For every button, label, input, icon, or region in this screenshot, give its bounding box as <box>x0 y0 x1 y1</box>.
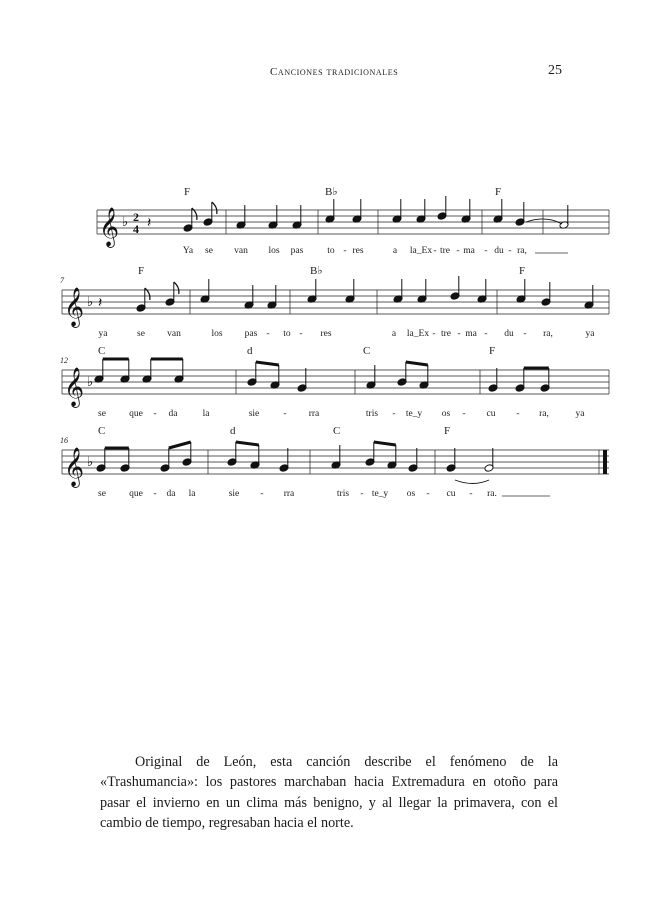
lyric-syllable: da <box>168 409 178 419</box>
flat-key-icon: ♭ <box>122 214 129 229</box>
flat-key-icon: ♭ <box>87 294 94 309</box>
lyric-syllable: la_Ex <box>406 329 430 339</box>
lyric-syllable: - <box>283 409 287 419</box>
lyric-syllable: cu <box>446 489 456 499</box>
note-beam <box>169 442 191 448</box>
lyric-syllable: pas <box>244 329 258 339</box>
staff-system-1 <box>97 210 609 234</box>
lyric-syllable: a <box>392 246 398 256</box>
chord-symbol: d <box>230 425 236 437</box>
lyric-syllable: - <box>516 409 520 419</box>
chord-symbol: F <box>495 186 502 198</box>
commentary-paragraph: Original de León, esta canción describe el fenómeno de la «Trashumancia»: los pastores marchaban hacia Extremadura en otoño para pasar el invierno en un clima más benigno, y al llegar la primavera, con el cambio de tiempo, regresaban hacia el norte. <box>100 754 558 832</box>
lyric-syllable: da <box>166 489 176 499</box>
lyric-syllable: se <box>98 409 106 419</box>
chord-symbol: d <box>247 345 253 357</box>
lyric-syllable: to <box>327 246 335 256</box>
lyric-syllable: du <box>504 329 514 339</box>
lyric-syllable: sie <box>228 489 240 499</box>
lyric-syllable: ma <box>463 246 475 256</box>
lyric-syllable: van <box>234 246 248 256</box>
lyric-syllable: - <box>260 489 264 499</box>
note-flag <box>174 282 179 294</box>
lyric-syllable: tris <box>336 489 350 499</box>
measure-number: 16 <box>60 436 68 445</box>
chord-symbol: F <box>444 425 451 437</box>
lyric-syllable: que <box>129 409 143 419</box>
lyric-syllable: la <box>188 489 196 499</box>
lyric-syllable: los <box>211 329 223 339</box>
lyric-syllable: - <box>299 329 303 339</box>
lyric-syllable: res <box>320 329 332 339</box>
lyric-syllable: to <box>283 329 291 339</box>
lyric-syllable: os <box>406 489 416 499</box>
lyric-syllable: ya <box>585 329 595 339</box>
lyric-syllable: rra <box>308 409 320 419</box>
note-beam <box>374 442 396 445</box>
page-number: 25 <box>548 63 562 78</box>
lyric-syllable: ya <box>575 409 585 419</box>
chord-symbol: C <box>98 345 106 357</box>
lyric-syllable: que <box>129 489 143 499</box>
lyric-syllable: - <box>360 489 364 499</box>
measure-number: 12 <box>60 356 68 365</box>
music-score <box>0 170 650 510</box>
lyric-syllable: tre <box>439 246 451 256</box>
lyric-syllable: tris <box>365 409 379 419</box>
lyric-syllable: os <box>441 409 451 419</box>
lyric-syllable: ya <box>98 329 108 339</box>
lyric-syllable: - <box>392 409 396 419</box>
lyric-syllable: - <box>266 329 270 339</box>
lyric-syllable: sie <box>248 409 260 419</box>
lyric-syllable: ra. <box>487 489 497 499</box>
lyric-syllable: rra <box>283 489 295 499</box>
lyric-syllable: - <box>462 409 466 419</box>
lyric-syllable: la_Ex <box>409 246 433 256</box>
lyric-syllable: se <box>137 329 145 339</box>
lyric-syllable: res <box>352 246 364 256</box>
flat-key-icon: ♭ <box>87 374 94 389</box>
lyric-syllable: - <box>484 329 488 339</box>
lyric-syllable: se <box>98 489 106 499</box>
lyric-syllable: te_y <box>371 489 389 499</box>
note-beam <box>256 362 279 365</box>
lyric-syllable: - <box>432 329 436 339</box>
lyric-syllable: - <box>153 409 157 419</box>
treble-clef-icon: 𝄞 <box>64 369 85 406</box>
chord-symbol: F <box>519 265 526 277</box>
flat-key-icon: ♭ <box>87 454 94 469</box>
lyric-syllable: - <box>457 329 461 339</box>
running-title: Canciones tradicionales <box>270 66 399 78</box>
lyric-syllable: ra, <box>517 246 527 256</box>
lyric-syllable: ra, <box>543 329 553 339</box>
treble-clef-icon: 𝄞 <box>99 209 120 246</box>
running-head <box>0 63 650 86</box>
lyric-syllable: - <box>426 489 430 499</box>
chord-symbol: F <box>138 265 145 277</box>
lyric-syllable: - <box>433 246 437 256</box>
chord-symbol: C <box>363 345 371 357</box>
time-signature-bottom: 4 <box>133 222 139 236</box>
treble-clef-icon: 𝄞 <box>64 449 85 486</box>
lyric-syllable: van <box>167 329 181 339</box>
chord-symbol: F <box>184 186 191 198</box>
lyric-syllable: se <box>205 246 213 256</box>
lyric-syllable: - <box>484 246 488 256</box>
lyric-syllable: ma <box>465 329 477 339</box>
staff-system-2 <box>62 290 609 314</box>
chord-symbol: F <box>489 345 496 357</box>
note-beam <box>406 362 428 365</box>
time-signature-top: 2 <box>133 210 139 224</box>
chord-symbol: B♭ <box>310 265 323 277</box>
treble-clef-icon: 𝄞 <box>64 289 85 326</box>
measure-number: 7 <box>60 276 64 285</box>
lyric-syllable: a <box>391 329 397 339</box>
lyric-syllable: cu <box>486 409 496 419</box>
chord-symbol: C <box>98 425 106 437</box>
lyric-syllable: - <box>469 489 473 499</box>
chord-symbol: B♭ <box>325 186 338 198</box>
final-barline <box>603 450 607 474</box>
lyric-syllable: - <box>343 246 347 256</box>
lyric-syllable: - <box>456 246 460 256</box>
lyric-syllable: te_y <box>405 409 423 419</box>
lyric-syllable: du <box>494 246 504 256</box>
lyric-syllable: pas <box>290 246 304 256</box>
lyric-syllable: tre <box>440 329 452 339</box>
lyric-syllable: - <box>153 489 157 499</box>
quarter-rest-icon: 𝄽 <box>147 216 152 231</box>
tie <box>455 480 489 484</box>
lyric-syllable: los <box>268 246 280 256</box>
lyric-syllable: la <box>202 409 210 419</box>
chord-symbol: C <box>333 425 341 437</box>
quarter-rest-icon: 𝄽 <box>98 296 103 311</box>
lyric-syllable: - <box>508 246 512 256</box>
lyric-syllable: - <box>523 329 527 339</box>
tie <box>526 219 562 224</box>
note-beam <box>236 442 259 445</box>
note-flag <box>212 202 217 214</box>
lyric-syllable: Ya <box>182 246 194 256</box>
lyric-syllable: ra, <box>539 409 549 419</box>
